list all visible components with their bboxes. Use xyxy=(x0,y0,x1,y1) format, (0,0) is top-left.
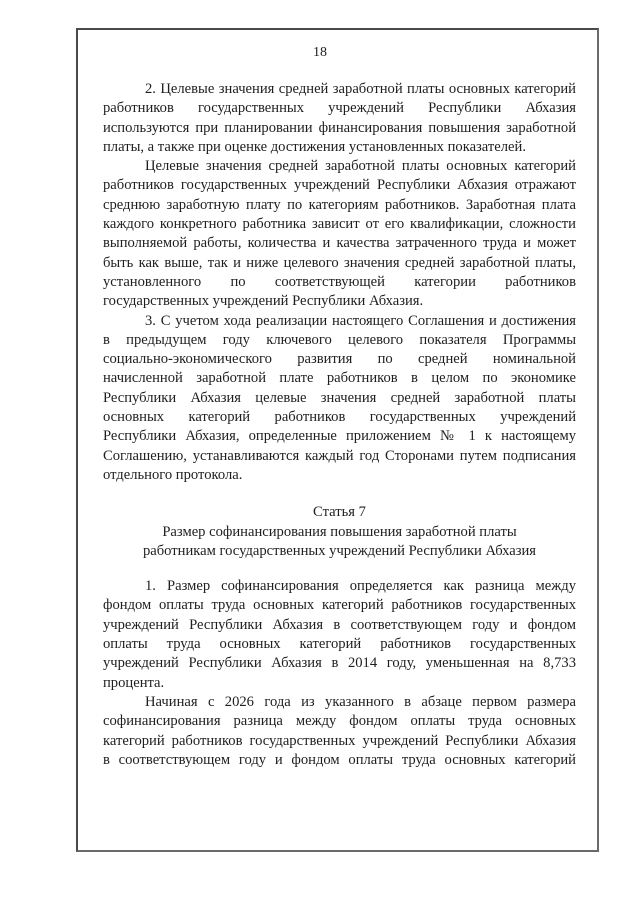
article-label: Статья 7 xyxy=(313,504,366,521)
text-line: в предыдущем году ключевого целевого показателя Программы xyxy=(103,331,576,348)
text-line: отдельного протокола. xyxy=(103,466,243,483)
text-line: социально-экономического развития по средней номинальной xyxy=(103,351,576,368)
text-line: Начиная с 2026 года из указанного в абзаце первом размера xyxy=(145,693,576,710)
text-line: государственных учреждений Республики Абхазия. xyxy=(103,293,424,310)
page-number: 18 xyxy=(313,45,327,60)
text-line: софинансирования разница между фондом оплаты труда основных xyxy=(103,713,576,730)
text-line: каждого конкретного работника зависит от его квалификации, сложности xyxy=(103,216,576,233)
paragraph-2 xyxy=(103,80,576,157)
paragraph-2-continued xyxy=(103,157,576,311)
spacer xyxy=(103,561,576,577)
article-title-line: Размер софинансирования повышения заработной платы xyxy=(162,523,517,540)
text-line: 2. Целевые значения средней заработной платы основных категорий xyxy=(145,81,576,97)
text-line: 1. Размер софинансирования определяется как разница между xyxy=(145,578,576,595)
text-line: начисленной заработной плате работников в целом по экономике xyxy=(103,370,576,387)
text-line: работников государственных учреждений Республики Абхазия xyxy=(103,100,576,117)
text-line: Соглашению, устанавливаются каждый год Сторонами путем подписания xyxy=(103,447,576,464)
paragraph-7-1 xyxy=(103,577,576,693)
text-line: выполняемой работы, количества и качества затраченного труда и может xyxy=(103,235,576,252)
text-line: среднюю заработную плату по категориям работников. Заработная плата xyxy=(103,196,576,213)
text-line: учреждений Республики Абхазия в 2014 году, уменьшенная на 8,733 xyxy=(103,655,576,672)
text-line: Республики Абхазия целевые значения средней заработной платы xyxy=(103,389,576,406)
text-line: фондом оплаты труда основных категорий работников государственных xyxy=(103,597,576,614)
text-line: используются при планировании финансирования повышения заработной xyxy=(103,119,576,136)
article-title-line: работникам государственных учреждений Республики Абхазия xyxy=(142,542,537,559)
text-line: учреждений Республики Абхазия в соответствующем году и фондом xyxy=(103,616,576,633)
text-line: платы, а также при оценке достижения установленных показателей. xyxy=(103,138,526,155)
text-line: быть как выше, так и ниже целевого значения средней заработной платы, xyxy=(103,254,576,271)
text-line: Республики Абхазия, определенные приложением № 1 к настоящему xyxy=(103,428,576,445)
text-line: Целевые значения средней заработной платы основных категорий xyxy=(145,158,576,175)
paragraph-7-1-continued xyxy=(103,693,576,770)
text-line: оплаты труда основных категорий работников государственных xyxy=(103,636,576,653)
text-line: установленного по соответствующей категории работников xyxy=(103,273,576,290)
text-line: работников государственных учреждений Республики Абхазия отражают xyxy=(103,177,576,194)
text-line: в соответствующем году и фондом оплаты труда основных категорий xyxy=(103,751,576,768)
document-body xyxy=(103,80,576,770)
text-line: 3. С учетом хода реализации настоящего Соглашения и достижения xyxy=(145,312,576,329)
paragraph-3 xyxy=(103,312,576,486)
text-line: основных категорий работников государственных учреждений xyxy=(103,409,576,426)
text-line: процента. xyxy=(103,674,165,691)
article-7-heading xyxy=(103,503,576,561)
text-line: категорий работников государственных учреждений Республики Абхазия xyxy=(103,732,576,749)
